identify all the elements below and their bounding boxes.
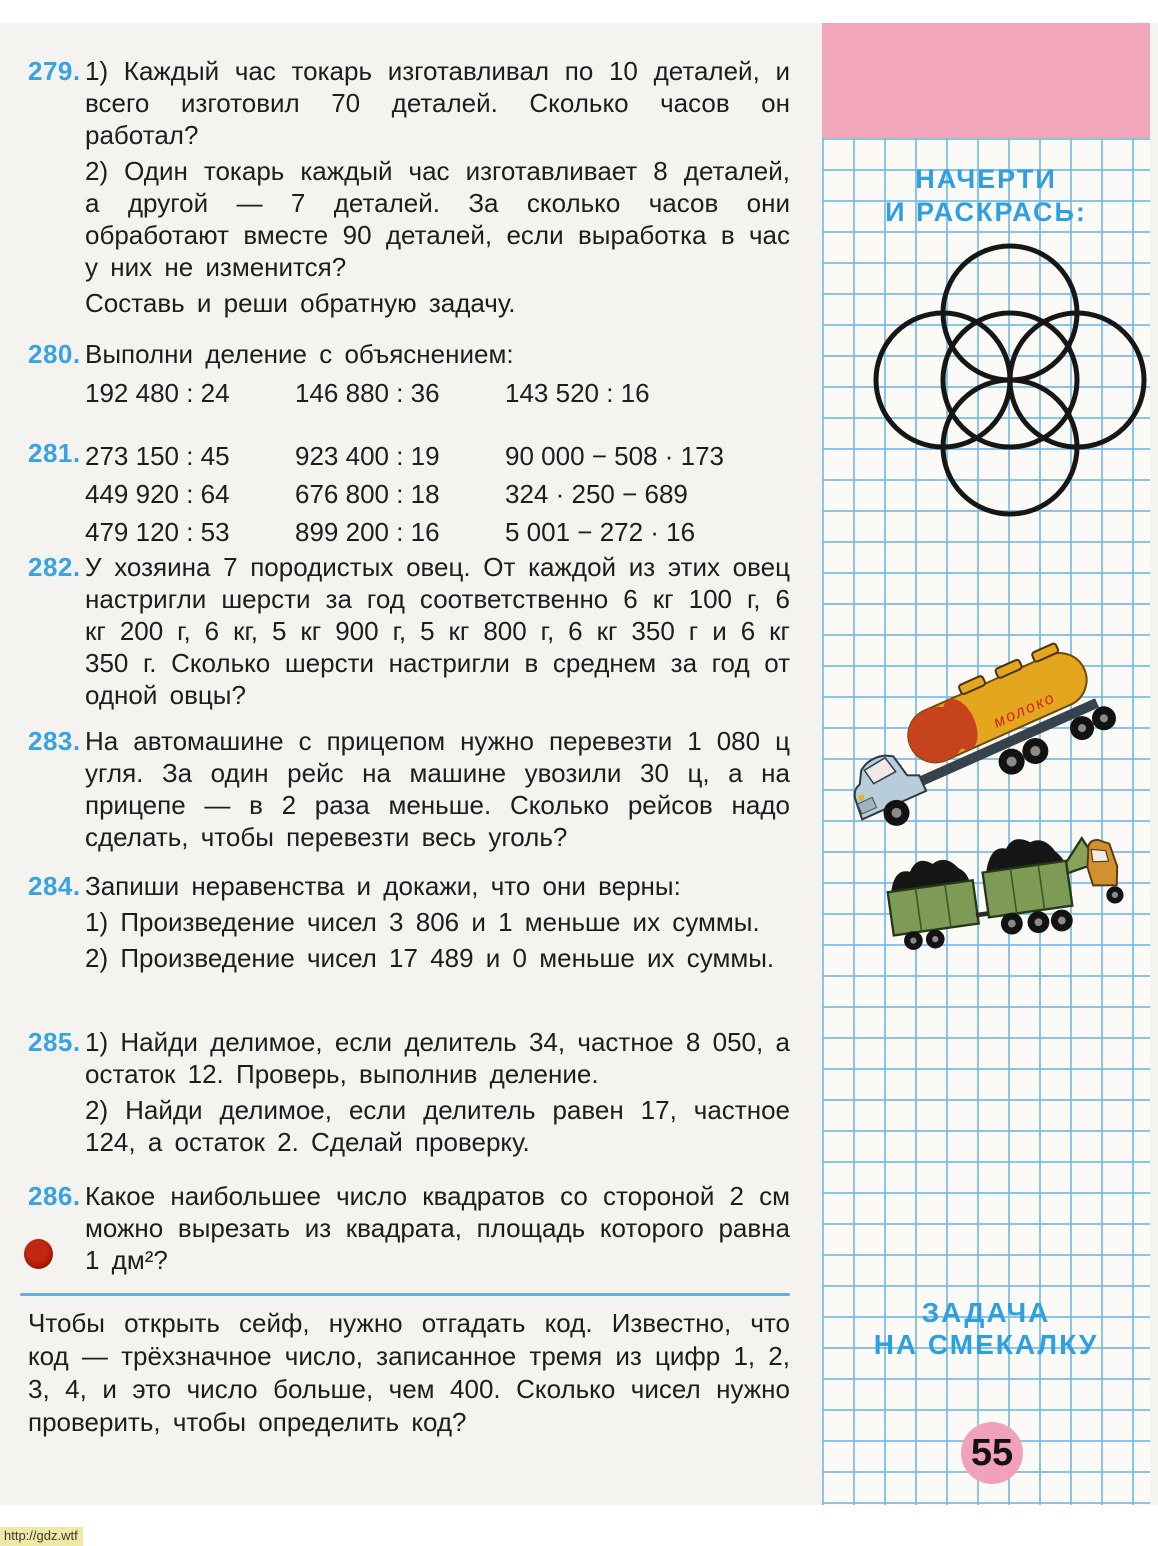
- watermark-url: http://gdz.wtf: [0, 1527, 83, 1546]
- task-284-part-1: 1) Произведение чисел 3 806 и 1 меньше их суммы.: [85, 907, 760, 937]
- task-280: [28, 338, 790, 409]
- task-285-part-1: 1) Найди делимое, если делитель 34, частное 8 050, а остаток 12. Проверь, выполнив деление.: [85, 1027, 790, 1089]
- task-286-text: Какое наибольшее число квадратов со стороной 2 см можно вырезать из квадрата, площадь которого равна 1 дм²?: [85, 1181, 790, 1275]
- task-280-expressions: [85, 377, 790, 409]
- expression: 676 800 : 18: [295, 479, 440, 509]
- expression: 449 920 : 64: [85, 479, 230, 509]
- safe-code-puzzle-text: Чтобы открыть сейф, нужно отгадать код. Известно, что код — трёхзначное число, записанное тремя из цифр 1, 2, 3, 4, и это число больше, чем 400. Сколько чисел нужно проверить, чтобы определить код?: [28, 1308, 790, 1437]
- task-number: 285.: [28, 1027, 81, 1057]
- expression: 90 000 − 508 · 173: [505, 441, 725, 471]
- task-number: 280.: [28, 339, 81, 369]
- expression: 479 120 : 53: [85, 517, 230, 547]
- task-284-part-2: 2) Произведение чисел 17 489 и 0 меньше их суммы.: [85, 943, 775, 973]
- task-282-text: У хозяина 7 породистых овец. От каждой из этих овец настригли шерсти за год соответственно 6 кг 100 г, 6 кг 200 г, 6 кг, 5 кг 900 г, 5 кг 800 г, 6 кг 350 г и 6 кг 350 г. Сколько шерсти настригли в среднем за год от одной овцы?: [85, 552, 790, 710]
- five-circles-figure: [822, 240, 1150, 525]
- red-dot-marker: [24, 1239, 53, 1269]
- expression: 324 · 250 − 689: [505, 479, 688, 509]
- brain-teaser-heading-line2: НА СМЕКАЛКУ: [873, 1329, 1099, 1360]
- task-284-intro: Запиши неравенства и докажи, что они верны:: [85, 871, 681, 901]
- coal-truck-illustration: [883, 826, 1128, 955]
- page-number: 55: [970, 1431, 1014, 1474]
- trucks-illustration: [822, 595, 1150, 975]
- coal-truck-cab: [1084, 838, 1120, 889]
- task-285: [28, 1026, 790, 1158]
- tanker-label: молоко: [991, 689, 1059, 732]
- task-number: 282.: [28, 552, 81, 582]
- task-279-part-2: 2) Один токарь каждый час изготавливает 8 деталей, а другой — 7 деталей. За сколько часов они обработают вместе 90 деталей, если выработка в час у них не изменится?: [85, 156, 790, 282]
- brain-teaser-heading: [822, 1297, 1150, 1361]
- task-279: [28, 55, 790, 319]
- task-279-part-3: Составь и реши обратную задачу.: [85, 288, 516, 318]
- task-number: 283.: [28, 726, 81, 756]
- task-285-part-2: 2) Найди делимое, если делитель равен 17, частное 124, а остаток 2. Сделай проверку.: [85, 1095, 790, 1157]
- task-284: [28, 870, 790, 974]
- task-280-intro: Выполни деление с объяснением:: [85, 339, 514, 369]
- task-number: 279.: [28, 56, 81, 86]
- task-number: 284.: [28, 871, 81, 901]
- draw-and-color-heading: [822, 163, 1150, 229]
- expression: 192 480 : 24: [85, 378, 230, 408]
- task-283-text: На автомашине с прицепом нужно перевезти 1 080 ц угля. За один рейс на машине увозили 30 ц, а на прицепе — в 2 раза меньше. Сколько рейсов надо сделать, чтобы перевезти весь уголь?: [85, 726, 790, 852]
- task-number: 281.: [28, 438, 81, 468]
- expression: 5 001 − 272 · 16: [505, 517, 696, 547]
- task-281: [28, 437, 790, 551]
- expression: 143 520 : 16: [505, 378, 650, 408]
- draw-and-color-heading-line1: НАЧЕРТИ: [915, 164, 1057, 194]
- task-number: 286.: [28, 1181, 81, 1211]
- task-279-part-1: 1) Каждый час токарь изготавливал по 10 деталей, и всего изготовил 70 деталей. Сколько часов он работал?: [85, 56, 790, 150]
- expression: 923 400 : 19: [295, 441, 440, 471]
- task-283: [28, 725, 790, 853]
- brain-teaser-heading-line1: ЗАДАЧА: [921, 1297, 1051, 1328]
- task-281-expressions: [85, 437, 790, 551]
- safe-code-puzzle: [28, 1307, 790, 1439]
- expression: 146 880 : 36: [295, 378, 440, 408]
- section-divider-line: [20, 1293, 790, 1296]
- tanker-cab: [842, 745, 927, 820]
- expression: 899 200 : 16: [295, 517, 440, 547]
- task-286: [28, 1180, 790, 1276]
- page-number-badge: [961, 1422, 1023, 1484]
- draw-and-color-heading-line2: И РАСКРАСЬ:: [885, 197, 1087, 227]
- pink-header-block: [822, 23, 1150, 138]
- task-282: [28, 551, 790, 711]
- milk-truck-illustration: [828, 632, 1121, 838]
- expression: 273 150 : 45: [85, 441, 230, 471]
